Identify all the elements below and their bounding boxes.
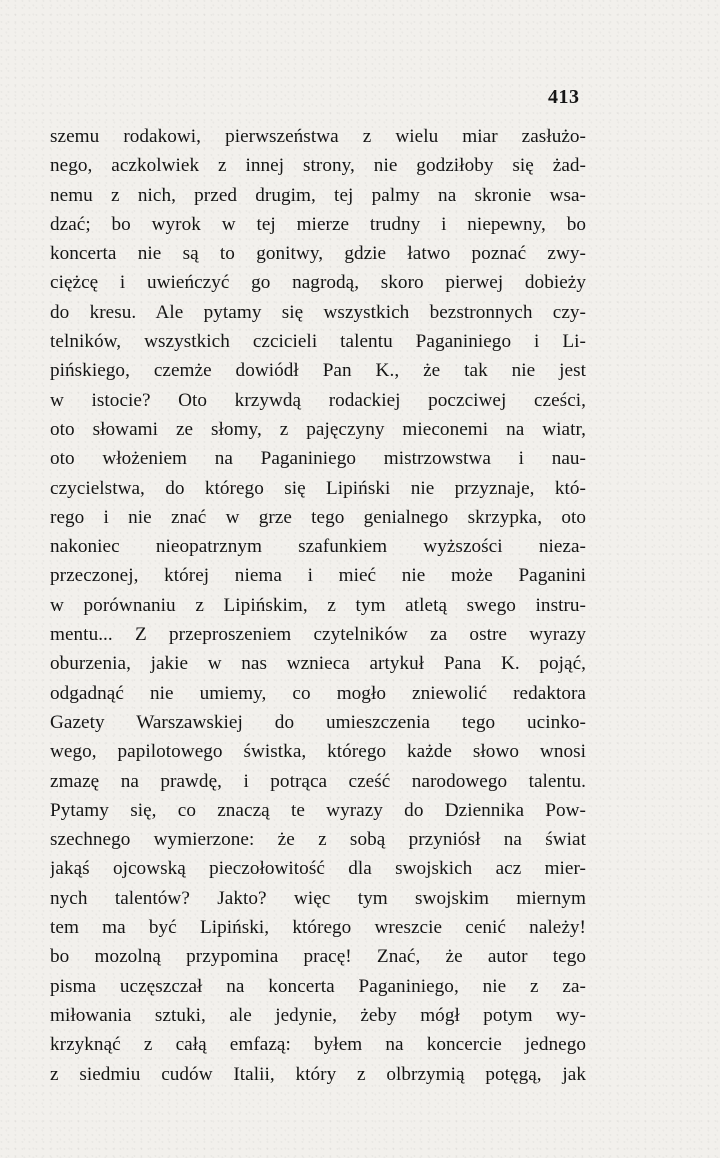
page-number: 413	[548, 86, 580, 108]
text-line-20: odgadnąć nie umiemy, co mogło zniewolić redaktora	[50, 682, 586, 704]
text-line-5: koncerta nie są to gonitwy, gdzie łatwo poznać zwy-	[50, 243, 586, 265]
text-line-24: Pytamy się, co znaczą te wyrazy do Dziennika Pow-	[50, 799, 586, 821]
text-line-3: nemu z nich, przed drugim, tej palmy na skronie wsa-	[50, 184, 586, 206]
text-line-23: zmazę na prawdę, i potrąca cześć narodowego talentu.	[50, 770, 586, 792]
text-line-10: w istocie? Oto krzywdą rodackiej poczciwej cześci,	[50, 389, 586, 411]
text-line-28: tem ma być Lipiński, którego wreszcie cenić należy!	[50, 917, 586, 939]
text-line-33: z siedmiu cudów Italii, który z olbrzymią potęgą, jak	[50, 1063, 586, 1085]
text-line-4: dzać; bo wyrok w tej mierze trudny i niepewny, bo	[50, 213, 586, 235]
text-line-2: nego, aczkolwiek z innej strony, nie godziłoby się żad-	[50, 155, 586, 177]
text-line-21: Gazety Warszawskiej do umieszczenia tego ucinko-	[50, 711, 586, 733]
text-line-26: jakąś ojcowską pieczołowitość dla swojskich acz mier-	[50, 858, 586, 880]
text-line-1: szemu rodakowi, pierwszeństwa z wielu miar zasłużo-	[50, 126, 586, 147]
text-line-30: pisma uczęszczał na koncerta Paganiniego, nie z za-	[50, 975, 586, 997]
text-line-19: oburzenia, jakie w nas wznieca artykuł Pana K. pojąć,	[50, 653, 586, 675]
text-line-9: pińskiego, czemże dowiódł Pan K., że tak nie jest	[50, 360, 586, 382]
text-line-14: rego i nie znać w grze tego genialnego skrzypka, oto	[50, 506, 586, 528]
text-line-17: w porównaniu z Lipińskim, z tym atletą swego instru-	[50, 594, 586, 616]
text-line-11: oto słowami ze słomy, z pajęczyny mieconemi na wiatr,	[50, 418, 586, 440]
text-line-22: wego, papilotowego świstka, którego każde słowo wnosi	[50, 741, 586, 763]
text-line-16: przeczonej, której niema i mieć nie może Paganini	[50, 565, 586, 587]
text-line-29: bo mozolną przypomina pracę! Znać, że autor tego	[50, 946, 586, 968]
text-line-18: mentu... Z przeproszeniem czytelników za ostre wyrazy	[50, 624, 586, 646]
text-line-27: nych talentów? Jakto? więc tym swojskim miernym	[50, 887, 586, 909]
body-text	[50, 122, 586, 1089]
text-line-7: do kresu. Ale pytamy się wszystkich bezstronnych czy-	[50, 301, 586, 323]
text-line-15: nakoniec nieopatrznym szafunkiem wyższości nieza-	[50, 536, 586, 558]
text-line-13: czycielstwa, do którego się Lipiński nie przyznaje, któ-	[50, 477, 586, 499]
text-line-32: krzyknąć z całą emfazą: byłem na koncercie jednego	[50, 1034, 586, 1056]
text-line-12: oto włożeniem na Paganiniego mistrzowstwa i nau-	[50, 448, 586, 470]
text-line-8: telników, wszystkich czcicieli talentu Paganiniego i Li-	[50, 331, 586, 353]
text-line-31: miłowania sztuki, ale jedynie, żeby mógł potym wy-	[50, 1004, 586, 1026]
text-line-6: ciężcę i uwieńczyć go nagrodą, skoro pierwej dobieży	[50, 272, 586, 294]
text-line-25: szechnego wymierzone: że z sobą przyniósł na świat	[50, 829, 586, 851]
